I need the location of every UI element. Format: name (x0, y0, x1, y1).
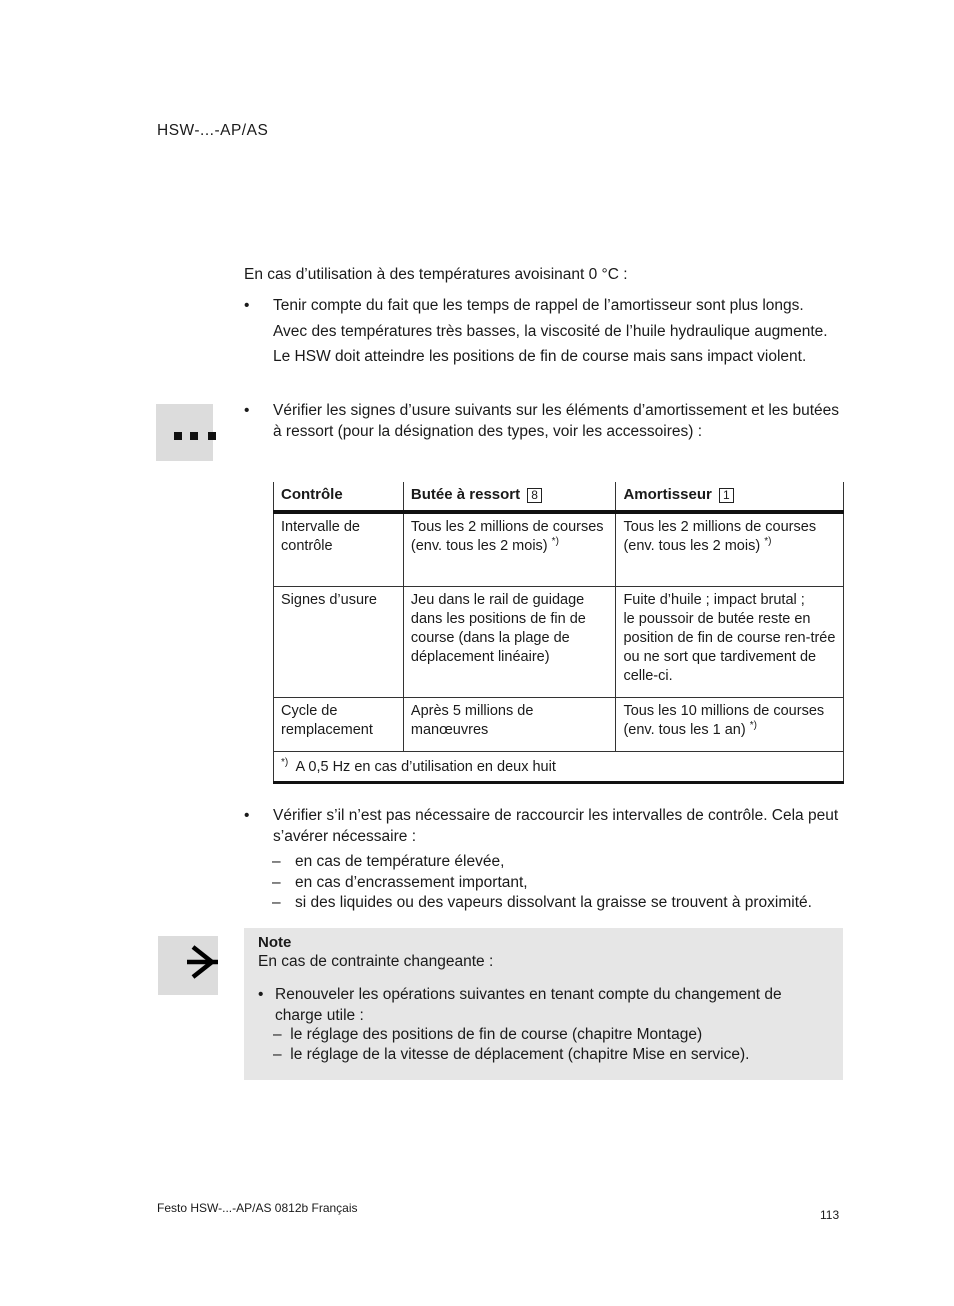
footer-document-id: Festo HSW-...-AP/AS 0812b Français (157, 1201, 358, 1215)
bullet-wear-signs (244, 401, 844, 442)
arrow-right-icon (158, 936, 218, 995)
header-spring-stop: Butée à ressort 8 (403, 482, 616, 512)
wear-table (273, 482, 844, 784)
note-title: Note (258, 934, 292, 951)
note-box (244, 928, 843, 1080)
ref-8: 8 (527, 488, 542, 503)
table-row (274, 586, 844, 697)
row-label: Intervalle de contrôle (274, 512, 404, 586)
bullet-shorten-intervals (244, 806, 844, 847)
list-item: – en cas de température élevée, (272, 853, 505, 870)
header-control: Contrôle (274, 482, 404, 512)
list-item: – si des liquides ou des vapeurs dissolvant la graisse se trouvent à proximité. (272, 894, 812, 911)
bullet-dot: • (244, 297, 250, 314)
page-header: HSW-...-AP/AS (157, 122, 269, 139)
table-header-row (274, 482, 844, 512)
row-label: Signes d’usure (274, 586, 404, 697)
page-number: 113 (820, 1208, 840, 1222)
bullet-dot: • (244, 807, 250, 824)
note-text: En cas de contrainte changeante : (258, 953, 494, 970)
maintenance-squares-icon (156, 404, 213, 461)
list-item: – le réglage de la vitesse de déplacement (chapitre Mise en service). (273, 1046, 750, 1063)
row-label: Cycle de remplacement (274, 697, 404, 751)
bullet2-text: Vérifier les signes d’usure suivants sur les éléments d’amortissement et les butées à ressort (pour la désignation des types, voir les accessoires) : (273, 402, 840, 440)
cell-spring: Tous les 2 millions de courses (env. tous les 2 mois) *) (403, 512, 616, 586)
cell-spring: Après 5 millions de manœuvres (403, 697, 616, 751)
cell-damper: Tous les 10 millions de courses (env. tous les 1 an) *) (616, 697, 844, 751)
note-bullet: • Renouveler les opérations suivantes en tenant compte du changement de charge utile : (258, 986, 782, 1024)
bullet1-line1: Tenir compte du fait que les temps de rappel de l’amortisseur sont plus longs. (273, 297, 804, 314)
bullet1-line3: Le HSW doit atteindre les positions de fin de course mais sans impact violent. (273, 348, 807, 365)
table-footnote-row (274, 751, 844, 782)
header-damper: Amortisseur 1 (616, 482, 844, 512)
cell-damper: Tous les 2 millions de courses (env. tous les 2 mois) *) (616, 512, 844, 586)
list-item: – le réglage des positions de fin de course (chapitre Montage) (273, 1026, 703, 1043)
table-footnote: *) A 0,5 Hz en cas d’utilisation en deux huit (274, 751, 844, 782)
ref-1: 1 (719, 488, 734, 503)
cell-spring: Jeu dans le rail de guidage dans les positions de fin de course (dans la plage de déplacement linéaire) (403, 586, 616, 697)
table-row (274, 512, 844, 586)
table-row (274, 697, 844, 751)
bullet-recall-time (244, 296, 844, 373)
bullet-dot: • (244, 402, 250, 419)
list-item: – en cas d’encrassement important, (272, 874, 528, 891)
intro-text: En cas d’utilisation à des températures avoisinant 0 °C : (244, 266, 628, 283)
cell-damper: Fuite d’huile ; impact brutal ; le poussoir de butée reste en position de fin de course ren-trée ou ne sort que tardivement de celle-ci. (616, 586, 844, 697)
bullet3-text: Vérifier s’il n’est pas nécessaire de raccourcir les intervalles de contrôle. Cela peut s’avérer nécessaire : (273, 807, 839, 845)
bullet1-line2: Avec des températures très basses, la viscosité de l’huile hydraulique augmente. (273, 322, 828, 340)
